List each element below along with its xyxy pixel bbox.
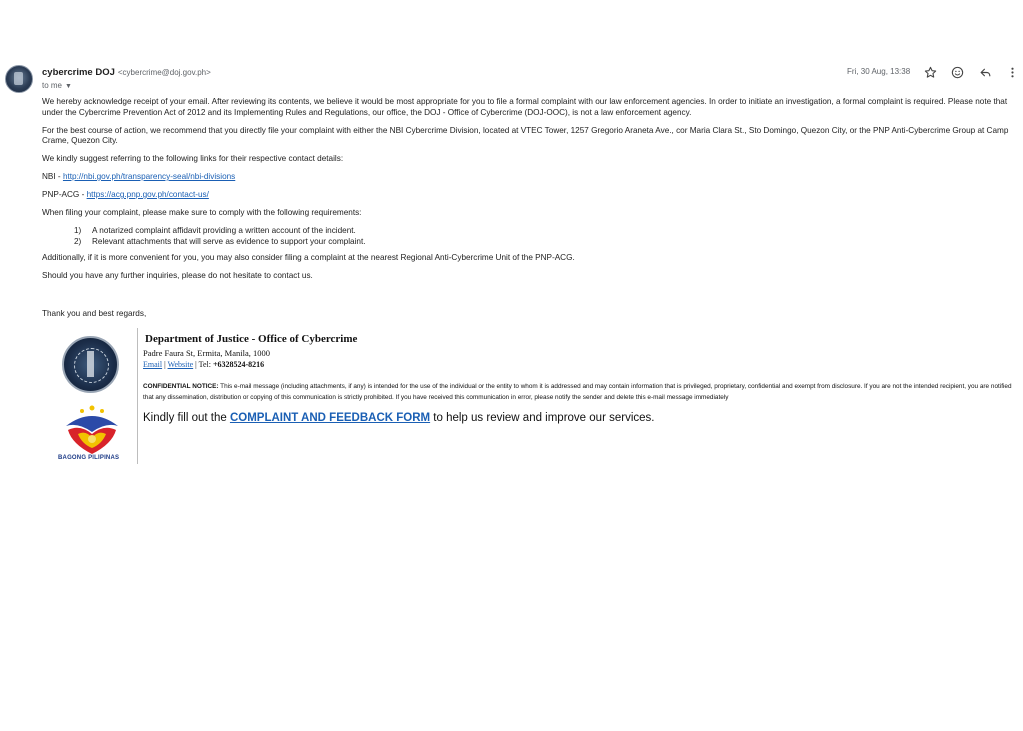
list-item <box>42 226 1022 237</box>
bagong-pilipinas-label: BAGONG PILIPINAS <box>58 455 120 461</box>
chevron-down-icon[interactable]: ▼ <box>65 83 72 90</box>
notice-text: This e-mail message (including attachments, if any) is intended for the use of the individual or the entity to whom it is addressed and may contain information that is privileged, proprietary, confidential and exempt from disclosure. If you are not the intended recipient, you are notified that any dissemination, distribution or copying of this communication is strictly prohibited. If you have received this communication in error, please notify the sender and delete this e-mail message immediately <box>143 383 1012 401</box>
list-item-number: 1) <box>74 226 82 235</box>
feedback-post: to help us review and improve our services. <box>430 412 655 424</box>
feedback-form-link[interactable]: COMPLAINT AND FEEDBACK FORM <box>229 412 431 424</box>
body-paragraph-1: We hereby acknowledge receipt of your email. After reviewing its contents, we believe it would be most appropriate for you to file a formal complaint with our law enforcement agencies. In order to initiate an investigation, a formal complaint is required. Please note that under the Cybercrime Prevention Act of 2012 and its Implementing Rules and Regulations, our office, the DOJ - Office of Cybercrime (DOJ-OOC), is not a law enforcement agency. <box>42 97 1008 117</box>
star-icon[interactable] <box>922 64 938 80</box>
pnp-link[interactable]: https://acg.pnp.gov.ph/contact-us/ <box>86 190 209 199</box>
signature-org-name: Department of Justice - Office of Cybercrime <box>145 333 358 345</box>
emoji-icon[interactable] <box>949 64 965 80</box>
feedback-line <box>143 412 654 424</box>
tel-label: | Tel: <box>193 360 213 369</box>
confidential-notice <box>143 382 1015 403</box>
feedback-pre: Kindly fill out the <box>143 412 230 424</box>
list-item-text: A notarized complaint affidavit providing a written account of the incident. <box>92 226 356 235</box>
pnp-label: PNP-ACG - <box>42 190 87 199</box>
nbi-line <box>42 172 1022 183</box>
sender-avatar[interactable] <box>5 65 33 93</box>
signature-contact-line <box>143 360 264 369</box>
email-link[interactable]: Email <box>143 360 163 369</box>
body-paragraph-6: Should you have any further inquiries, please do not hesitate to contact us. <box>42 271 313 280</box>
pnp-line <box>42 190 1022 201</box>
email-body <box>42 97 1022 289</box>
list-item-number: 2) <box>74 236 82 246</box>
tel-number: +6328524-8216 <box>212 360 265 369</box>
body-paragraph-3: We kindly suggest referring to the following links for their respective contact details: <box>42 154 344 163</box>
website-link[interactable]: Website <box>167 360 194 369</box>
more-vert-icon[interactable] <box>1004 64 1020 80</box>
sender-line <box>42 67 211 78</box>
requirements-list <box>42 226 1022 247</box>
separator: | <box>162 360 168 369</box>
notice-label: CONFIDENTIAL NOTICE: <box>143 383 219 390</box>
signature-divider <box>137 328 138 464</box>
closing-text: Thank you and best regards, <box>42 309 147 318</box>
sender-name[interactable]: cybercrime DOJ <box>42 67 115 78</box>
list-item <box>42 237 1022 248</box>
recipient-line[interactable] <box>42 81 72 90</box>
doj-seal-logo <box>62 336 119 393</box>
list-item-text: Relevant attachments that will serve as evidence to support your complaint. <box>92 236 366 246</box>
email-date: Fri, 30 Aug, 13:38 <box>847 67 911 76</box>
recipient-label: to me <box>42 81 63 90</box>
body-paragraph-2: For the best course of action, we recommend that you directly file your complaint with either the NBI Cybercrime Division, located at VTEC Tower, 1257 Gregorio Araneta Ave., cor Maria Clara St., Sto Domingo, Quezon City, or the PNP Anti-Cybercrime Group at Camp Crame, Quezon City. <box>42 125 1009 145</box>
reply-icon[interactable] <box>977 64 993 80</box>
nbi-link[interactable]: http://nbi.gov.ph/transparency-seal/nbi-divisions <box>62 172 236 181</box>
signature-address: Padre Faura St, Ermita, Manila, 1000 <box>143 348 271 358</box>
nbi-label: NBI - <box>42 172 63 181</box>
body-paragraph-4: When filing your complaint, please make sure to comply with the following requirements: <box>42 208 362 217</box>
sender-email: <cybercrime@doj.gov.ph> <box>117 68 211 77</box>
body-paragraph-5: Additionally, if it is more convenient for you, you may also consider filing a complaint at the nearest Regional Anti-Cybercrime Unit of the PNP-ACG. <box>42 253 575 262</box>
